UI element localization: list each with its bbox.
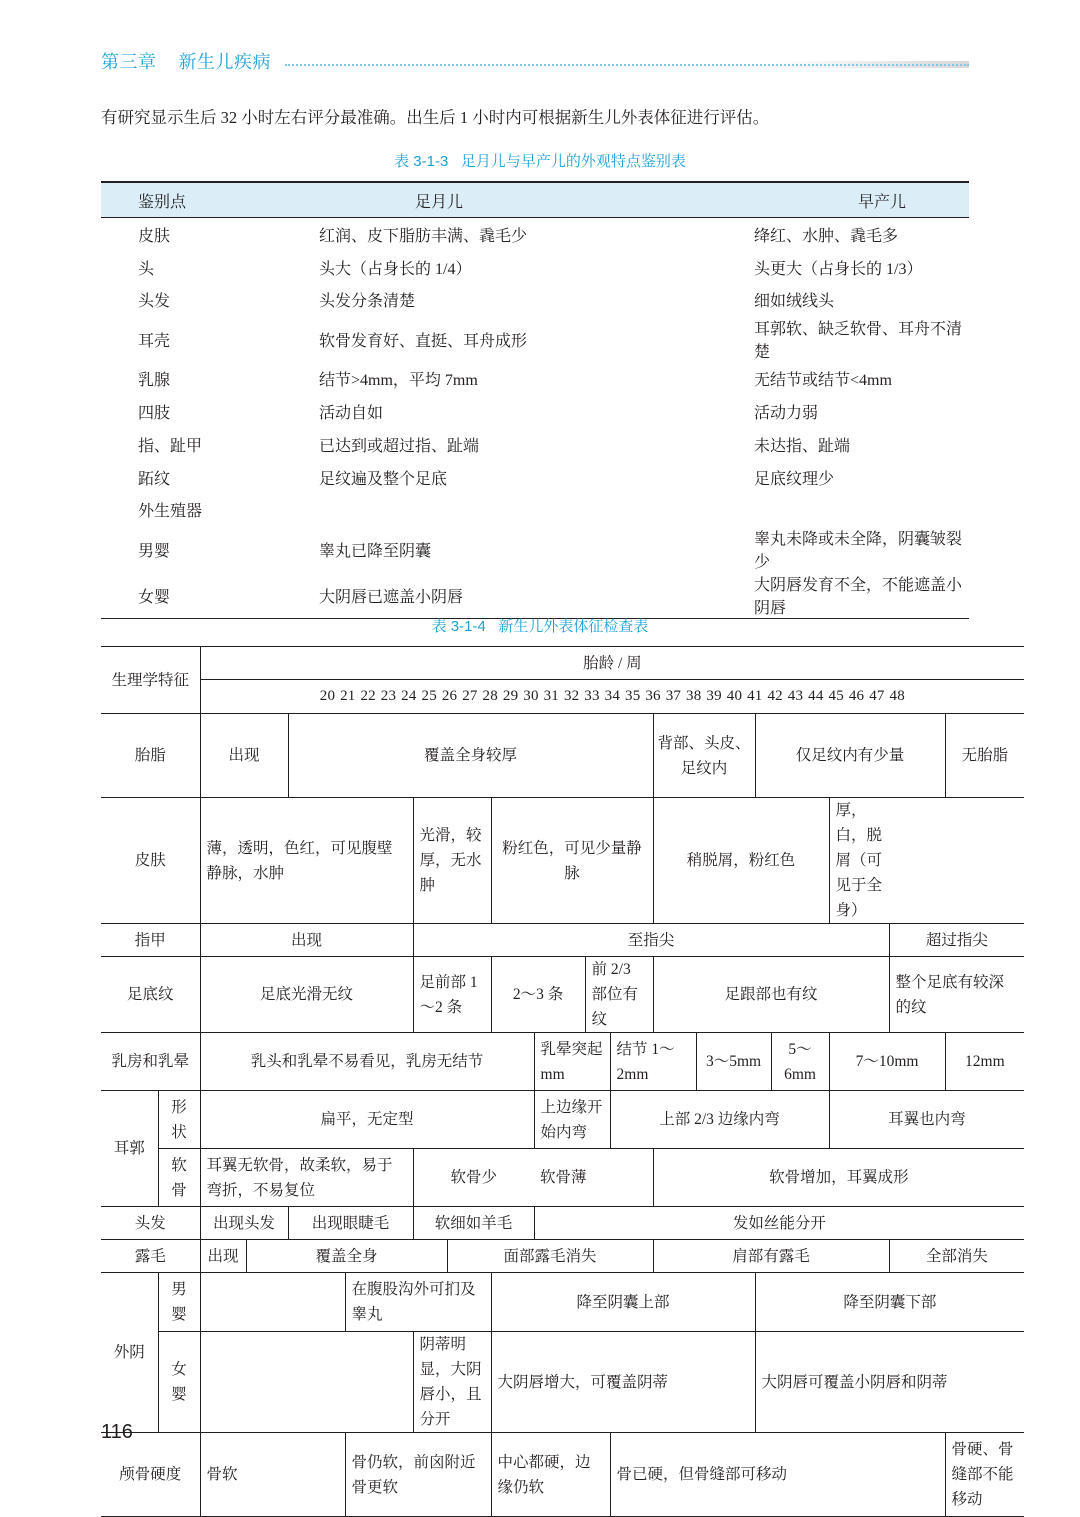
table-cell: 上部 2/3 边缘内弯 [610, 1091, 829, 1149]
preterm-cell [754, 494, 969, 527]
table-row [101, 461, 969, 494]
feature-column-header: 生理学特征 [101, 647, 200, 714]
table-row-hair [101, 1207, 1024, 1240]
table-cell: 出现 [200, 714, 288, 798]
chapter-heading [101, 48, 271, 74]
table-cell: 大阴唇增大，可覆盖阴蒂 [491, 1332, 755, 1433]
table-cell: 厚，白，脱屑（可见于全身） [829, 798, 889, 924]
table-cell: 在腹股沟外可扪及睾丸 [345, 1273, 491, 1332]
term-cell: 已达到或超过指、趾端 [319, 437, 480, 455]
table-row [101, 395, 969, 428]
row-label: 头发 [101, 1207, 200, 1240]
preterm-cell: 足底纹理少 [754, 470, 835, 488]
table-cell: 仅足纹内有少量 [755, 714, 945, 798]
table-row [101, 251, 969, 284]
table-cell: 降至阴囊下部 [755, 1273, 1024, 1332]
table-row [101, 572, 969, 619]
header-preterm: 早产儿 [754, 182, 969, 218]
row-label: 乳房和乳晕 [101, 1033, 200, 1091]
table-cell: 骨仍软，前囟附近骨更软 [345, 1433, 491, 1517]
table-cell: 足前部 1～2 条 [413, 957, 491, 1033]
table-cell-empty [200, 1273, 345, 1332]
sub-row-label: 软骨 [158, 1149, 200, 1207]
preterm-cell: 未达指、趾端 [754, 437, 851, 455]
sub-row-label: 形状 [158, 1091, 200, 1149]
term-cell: 活动自如 [319, 405, 384, 423]
table-cell: 肩部有露毛 [653, 1240, 889, 1273]
table-row [101, 316, 969, 362]
table-row-breast [101, 1033, 1024, 1091]
table-cell: 中心都硬，边缘仍软 [491, 1433, 610, 1517]
weeks-scale: 20 21 22 23 24 25 26 27 28 29 30 31 32 33 34 35 36 37 38 39 40 41 42 43 44 45 46 47 48 [200, 680, 1024, 714]
table-cell: 降至阴囊上部 [491, 1273, 755, 1332]
feature-cell: 耳壳 [138, 332, 171, 350]
table-cell: 结节 1～2mm [610, 1033, 696, 1091]
term-cell: 足纹遍及整个足底 [319, 470, 448, 488]
row-label: 外阴 [101, 1273, 158, 1433]
term-cell: 大阴唇已遮盖小阴唇 [319, 572, 754, 619]
preterm-cell: 大阴唇发育不全，不能遮盖小阴唇 [754, 572, 969, 619]
table-row-vernix [101, 714, 1024, 798]
table2-caption-number: 表 3-1-4 [431, 618, 486, 635]
table-cell: 出现 [200, 1240, 246, 1273]
table-cell: 出现眼睫毛 [288, 1207, 413, 1240]
table-cell: 骨软 [200, 1433, 345, 1517]
table-cell: 大阴唇可覆盖小阴唇和阴蒂 [755, 1332, 1024, 1433]
preterm-cell: 绛红、水肿、毳毛多 [754, 227, 899, 245]
table-cell: 稍脱屑，粉红色 [653, 798, 829, 924]
term-cell: 头发分条清楚 [319, 293, 416, 311]
running-header [101, 48, 969, 74]
preterm-cell: 头更大（占身长的 1/3） [754, 260, 923, 278]
chapter-number: 第三章 [101, 52, 157, 72]
feature-cell: 指、趾甲 [138, 437, 203, 455]
row-label: 胎脂 [101, 714, 200, 798]
table-cell: 软骨薄 [534, 1149, 653, 1207]
row-label: 露毛 [101, 1240, 200, 1273]
term-cell [319, 494, 754, 527]
preterm-cell: 无结节或结节<4mm [754, 372, 892, 390]
preterm-cell: 睾丸未降或未全降，阴囊皱裂少 [754, 531, 963, 572]
table-cell: 软细如羊毛 [413, 1207, 534, 1240]
table-cell: 全部消失 [889, 1240, 1024, 1273]
row-label: 颅骨硬度 [101, 1433, 200, 1517]
header-term: 足月儿 [319, 182, 754, 218]
table-row-genital-female [101, 1332, 1024, 1433]
table-cell: 覆盖全身较厚 [288, 714, 653, 798]
table-cell: 面部露毛消失 [447, 1240, 653, 1273]
feature-cell: 外生殖器 [138, 503, 203, 521]
table-cell: 背部、头皮、足纹内 [653, 714, 755, 798]
table-header-row [101, 182, 969, 218]
table-header-row-2 [101, 680, 1024, 714]
table-cell: 耳翼也内弯 [829, 1091, 1024, 1149]
feature-cell: 四肢 [138, 405, 171, 423]
feature-cell: 男婴 [138, 542, 171, 560]
table-cell: 骨硬、骨缝部不能移动 [945, 1433, 1024, 1517]
term-cell: 软骨发育好、直挺、耳舟成形 [319, 332, 528, 350]
table1-caption [0, 150, 1080, 171]
physical-signs-table [101, 646, 1024, 1517]
feature-cell: 头 [138, 260, 155, 278]
table-row-ear-shape [101, 1091, 1024, 1149]
term-cell: 头大（占身长的 1/4） [319, 260, 472, 278]
table-row-lanugo [101, 1240, 1024, 1273]
table1-caption-number: 表 3-1-3 [394, 153, 449, 170]
term-preterm-comparison-table [101, 181, 969, 619]
row-label: 耳郭 [101, 1091, 158, 1207]
table-row-skin [101, 798, 1024, 924]
sub-row-label: 女婴 [158, 1332, 200, 1433]
table-cell: 发如丝能分开 [534, 1207, 1024, 1240]
table-row [101, 284, 969, 317]
term-cell: 红润、皮下脂肪丰满、毳毛少 [319, 227, 528, 245]
table-cell: 7～10mm [829, 1033, 945, 1091]
table-cell: 覆盖全身 [246, 1240, 447, 1273]
feature-cell: 头发 [138, 293, 171, 311]
table-cell: 软骨少 [413, 1149, 534, 1207]
table-cell: 骨已硬，但骨缝部可移动 [610, 1433, 945, 1517]
table-cell: 3～5mm [696, 1033, 771, 1091]
header-feature: 鉴别点 [101, 182, 319, 218]
table-cell: 2～3 条 [491, 957, 585, 1033]
page-number: 116 [101, 1421, 133, 1443]
table1-caption-title: 足月儿与早产儿的外观特点鉴别表 [460, 153, 686, 170]
table-cell: 薄，透明，色红，可见腹壁静脉，水肿 [200, 798, 413, 924]
table-row-skull [101, 1433, 1024, 1517]
row-label: 皮肤 [101, 798, 200, 924]
preterm-cell: 活动力弱 [754, 405, 819, 423]
table-cell: 光滑，较厚，无水肿 [413, 798, 491, 924]
table-cell: 上边缘开始内弯 [534, 1091, 610, 1149]
header-dotted-rule [285, 64, 969, 66]
table-cell: 足跟部也有纹 [653, 957, 889, 1033]
table-row-nails [101, 924, 1024, 957]
feature-cell: 跖纹 [138, 470, 171, 488]
term-cell: 结节>4mm，平均 7mm [319, 372, 478, 390]
chapter-title: 新生儿疾病 [178, 52, 271, 72]
table2-caption-title: 新生儿外表体征检查表 [498, 618, 649, 635]
table-cell-empty [200, 1332, 413, 1433]
table-cell: 5～6mm [771, 1033, 829, 1091]
table-cell: 耳翼无软骨，故柔软，易于弯折，不易复位 [200, 1149, 413, 1207]
table-row [101, 428, 969, 461]
table-row-genital-male [101, 1273, 1024, 1332]
table-cell: 出现头发 [200, 1207, 288, 1240]
sub-row-label: 男婴 [158, 1273, 200, 1332]
row-label: 足底纹 [101, 957, 200, 1033]
preterm-cell: 细如绒线头 [754, 293, 835, 311]
row-label: 指甲 [101, 924, 200, 957]
table-cell: 软骨增加，耳翼成形 [653, 1149, 1024, 1207]
table-cell: 12mm [945, 1033, 1024, 1091]
table-cell: 出现 [200, 924, 413, 957]
table-cell: 超过指尖 [889, 924, 1024, 957]
intro-paragraph: 有研究显示生后 32 小时左右评分最准确。出生后 1 小时内可根据新生儿外表体征进行评估。 [101, 108, 770, 127]
table-cell: 足底光滑无纹 [200, 957, 413, 1033]
table-cell: 前 2/3 部位有纹 [585, 957, 653, 1033]
table-row [101, 494, 969, 527]
table-header-row-1 [101, 647, 1024, 680]
table2-caption [0, 615, 1080, 636]
term-cell: 睾丸已降至阴囊 [319, 542, 432, 560]
feature-cell: 乳腺 [138, 372, 171, 390]
table-cell: 乳晕突起 mm [534, 1033, 610, 1091]
preterm-cell: 耳郭软、缺乏软骨、耳舟不清楚 [754, 321, 963, 362]
gestational-age-header: 胎龄 / 周 [200, 647, 1024, 680]
feature-cell: 皮肤 [138, 227, 171, 245]
table-cell: 整个足底有较深的纹 [889, 957, 1024, 1033]
table-cell: 扁平，无定型 [200, 1091, 534, 1149]
table-row [101, 218, 969, 251]
feature-cell: 女婴 [101, 572, 319, 619]
table-cell: 乳头和乳晕不易看见，乳房无结节 [200, 1033, 534, 1091]
table-row-ear-cartilage [101, 1149, 1024, 1207]
table-row-sole [101, 957, 1024, 1033]
table-cell: 至指尖 [413, 924, 889, 957]
table-cell: 阴蒂明显，大阴唇小，且分开 [413, 1332, 491, 1433]
table-row [101, 526, 969, 572]
table-cell: 无胎脂 [945, 714, 1024, 798]
table-row [101, 362, 969, 395]
table-cell: 粉红色，可见少量静脉 [491, 798, 653, 924]
